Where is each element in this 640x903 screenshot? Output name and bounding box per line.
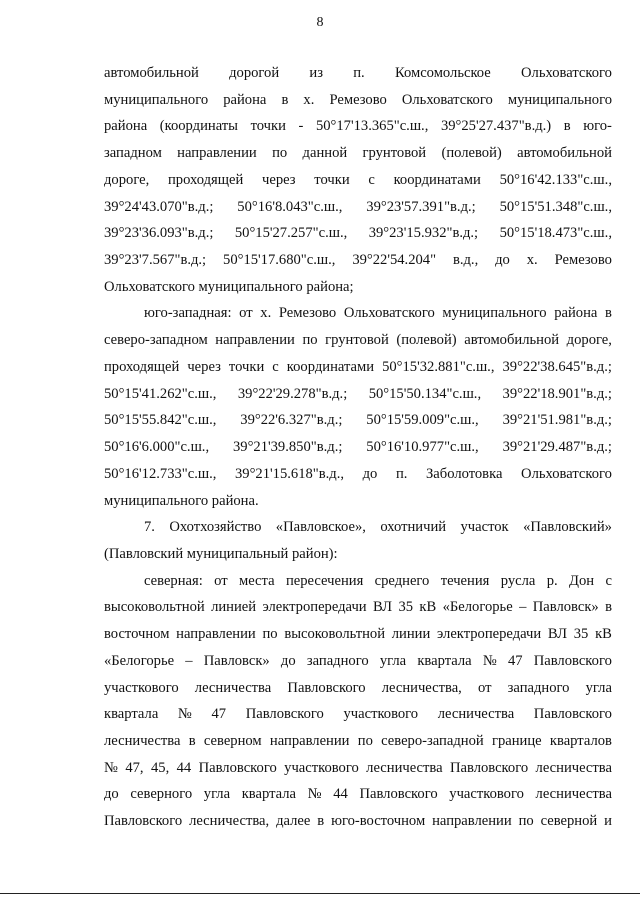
text-word: Ольховатского <box>521 65 612 81</box>
page-bottom-edge <box>0 893 640 894</box>
text-line <box>104 514 612 541</box>
text-word: ВЛ <box>372 599 393 616</box>
text-word: участкового <box>284 759 359 776</box>
text-word: 39°22'6.327"в.д.; <box>240 412 343 429</box>
text-word: в <box>188 732 196 749</box>
text-word: Ольховатского <box>401 91 493 108</box>
text-word: грунтовой <box>325 332 389 349</box>
text-word: западного <box>507 679 570 696</box>
text-word: лесничества <box>366 759 443 776</box>
text-word: 39°23'57.391"в.д.; <box>366 198 476 215</box>
text-word: ВЛ <box>547 626 567 643</box>
text-word: «Белогорье <box>442 599 513 616</box>
text-word: в.д., <box>452 252 479 269</box>
text-word: Комсомольское <box>394 65 491 81</box>
text-word: квартала <box>104 706 159 723</box>
text-line <box>104 407 612 434</box>
text-word: квартала <box>241 786 297 803</box>
text-word: дороге, <box>566 332 612 349</box>
text-word: из <box>309 65 323 81</box>
text-word: до <box>495 252 510 269</box>
text-word: 47 <box>507 652 523 669</box>
text-word: муниципального <box>442 305 547 322</box>
text-line <box>104 300 612 327</box>
text-word: северном <box>203 732 262 749</box>
text-line <box>104 701 612 728</box>
text-word: (Павловский муниципальный район): <box>104 545 338 562</box>
text-word: автомобильной <box>464 332 560 349</box>
text-word: и <box>604 813 612 830</box>
text-word: х. <box>260 305 272 322</box>
text-word: Ремезово <box>329 91 387 108</box>
text-word: 39°21'29.487"в.д.; <box>502 439 612 456</box>
text-word: 44 <box>176 759 192 776</box>
text-line <box>104 87 612 114</box>
text-word: лесничества <box>437 706 515 723</box>
text-word: лесничества, <box>189 813 270 830</box>
text-word: 39°23'36.093"в.д.; <box>104 225 214 242</box>
text-word: Павловского <box>359 786 438 803</box>
text-word: района <box>104 118 148 135</box>
text-line <box>104 274 612 301</box>
text-line <box>104 728 612 755</box>
text-word: № <box>482 652 497 669</box>
text-word: 39°22'54.204" <box>352 252 437 269</box>
text-word: Павловского <box>533 652 612 669</box>
text-line <box>104 621 612 648</box>
text-word: места <box>238 572 275 589</box>
page-number: 8 <box>316 15 324 30</box>
text-word: 39°24'43.070"в.д.; <box>104 198 214 215</box>
text-word: 39°23'15.932"в.д.; <box>368 225 479 242</box>
text-word: границе <box>491 732 542 749</box>
text-word: дорогой <box>229 65 280 81</box>
text-word: направлении <box>432 813 512 830</box>
text-word: по <box>302 332 318 349</box>
text-word: - <box>298 118 304 135</box>
text-word: (полевой) <box>396 332 457 349</box>
text-word: угла <box>585 679 612 696</box>
text-word: далее <box>276 813 311 830</box>
text-word: координатами <box>286 358 375 375</box>
text-word: «Белогорье <box>104 652 175 669</box>
text-word: кВ <box>419 599 437 616</box>
text-word: Павловского <box>287 679 366 696</box>
text-word: направлении <box>177 145 257 162</box>
text-word: № <box>177 706 192 723</box>
text-word: точки <box>314 171 350 188</box>
text-word: данной <box>302 145 348 162</box>
text-word: высоковольтной <box>104 599 205 616</box>
text-word: 47, <box>125 759 144 776</box>
text-word: № <box>104 759 118 776</box>
text-word: 35 <box>398 599 414 616</box>
text-word: направлении <box>215 332 295 349</box>
text-word: 50°17'13.365"с.ш., <box>315 118 429 135</box>
text-line <box>104 194 612 221</box>
text-word: течения <box>440 572 490 589</box>
text-word: с <box>272 358 279 375</box>
text-word: (полевой) <box>441 145 502 162</box>
text-word: угла <box>203 786 231 803</box>
text-word: дороге, <box>104 171 150 188</box>
text-word: – <box>519 599 527 616</box>
text-word: Ремезово <box>554 252 612 269</box>
text-word: юго-восточном <box>331 813 426 830</box>
text-word: в <box>605 599 612 616</box>
text-word: участок <box>460 519 509 536</box>
text-line <box>104 594 612 621</box>
text-word: грунтовой <box>362 145 427 162</box>
text-word: до <box>104 786 119 803</box>
text-word: от <box>239 305 253 322</box>
text-word: до <box>280 652 296 669</box>
text-line <box>104 461 612 488</box>
text-word: в <box>563 118 571 135</box>
text-word: в <box>605 305 612 322</box>
text-line <box>104 60 612 87</box>
text-word: Дон <box>569 572 595 589</box>
text-word: среднего <box>374 572 430 589</box>
text-word: точки <box>250 118 286 135</box>
text-word: линией <box>211 599 257 616</box>
text-word: высоковольтной <box>284 626 386 643</box>
text-word: «Павловское», <box>275 519 366 536</box>
text-word: по <box>518 813 534 830</box>
text-word: северного <box>130 786 193 803</box>
text-word: 39°22'29.278"в.д.; <box>237 385 348 402</box>
text-word: 50°15'41.262"с.ш., <box>104 385 217 402</box>
text-line <box>104 675 612 702</box>
text-word: 39°22'38.645"в.д.; <box>502 358 612 375</box>
text-word: пересечения <box>285 572 364 589</box>
text-word: точки <box>228 358 265 375</box>
text-word: 50°16'10.977"с.ш., <box>366 439 479 456</box>
text-word: лесничества <box>104 732 181 749</box>
text-word: участкового <box>343 706 419 723</box>
text-word: Заболотовка <box>426 465 503 482</box>
text-word: 47 <box>211 706 227 723</box>
text-word: муниципального <box>507 91 612 108</box>
text-word: в <box>281 91 289 108</box>
text-word: участкового <box>104 679 179 696</box>
text-word: западном <box>104 145 162 162</box>
text-word: 45, <box>150 759 170 776</box>
text-word: 50°15'32.881"с.ш., <box>382 358 495 375</box>
text-word: Павловского <box>449 759 529 776</box>
text-word: восточном <box>104 626 170 643</box>
text-word: Ольховатского муниципального района; <box>104 278 354 295</box>
text-word: угла <box>379 652 407 669</box>
text-word: 50°16'12.733"с.ш., <box>104 465 217 482</box>
text-word: русла <box>500 572 536 589</box>
text-word: 50°15'18.473"с.ш., <box>499 225 612 242</box>
text-word: от <box>478 679 492 696</box>
text-word: «Павловский» <box>523 519 612 536</box>
text-word: лесничества <box>535 759 612 776</box>
text-word: лесничества <box>194 679 272 696</box>
text-word: северо-западной <box>381 732 484 749</box>
text-word: 50°15'50.134"с.ш., <box>368 385 482 402</box>
text-line <box>104 648 612 675</box>
text-word: Павловского <box>104 813 183 830</box>
text-word: № <box>307 786 322 803</box>
text-word: 50°15'59.009"с.ш., <box>366 412 479 429</box>
text-word: 50°16'8.043"с.ш., <box>237 198 343 215</box>
text-line <box>104 808 612 835</box>
text-word: автомобильной <box>104 65 199 81</box>
text-word: 39°22'18.901"в.д.; <box>502 385 612 402</box>
text-word: п. <box>395 465 408 482</box>
text-word: Охотхозяйство <box>169 519 262 536</box>
text-word: 7. <box>144 519 155 536</box>
text-word: Павловского <box>198 759 277 776</box>
text-line <box>104 488 612 515</box>
text-word: с <box>605 572 612 589</box>
text-word: кВ <box>595 626 612 643</box>
text-line <box>104 327 612 354</box>
text-word: юго-западная: <box>144 305 232 322</box>
text-word: муниципального <box>104 91 209 108</box>
text-word: юго- <box>583 118 612 135</box>
text-line <box>104 247 612 274</box>
text-word: северной <box>540 813 598 830</box>
text-word: в <box>317 813 325 830</box>
text-line <box>104 381 612 408</box>
text-word: западного <box>306 652 369 669</box>
text-word: направлении <box>176 626 256 643</box>
text-word: лесничества, <box>381 679 462 696</box>
text-word: северо-западном <box>104 332 208 349</box>
text-word: охотничий <box>380 519 447 536</box>
text-word: Павловск» <box>532 599 599 616</box>
text-line <box>104 140 612 167</box>
text-word: по <box>357 732 373 749</box>
text-line <box>104 354 612 381</box>
text-word: 39°21'51.981"в.д.; <box>502 412 612 429</box>
text-word: электропередачи <box>262 599 367 616</box>
text-word: проходящей <box>104 358 180 375</box>
text-word: 50°15'17.680"с.ш., <box>223 252 336 269</box>
text-line <box>104 220 612 247</box>
text-word: координатами <box>393 171 481 188</box>
text-word: по <box>272 145 288 162</box>
text-word: (координаты <box>159 118 238 135</box>
text-word: района <box>554 305 598 322</box>
text-line <box>104 434 612 461</box>
text-word: от <box>214 572 228 589</box>
text-word: р. <box>546 572 558 589</box>
text-word: до <box>362 465 378 482</box>
text-word: 39°23'7.567"в.д.; <box>104 252 207 269</box>
text-word: п. <box>353 65 365 81</box>
text-line <box>104 755 612 782</box>
text-word: 50°16'6.000"с.ш., <box>104 439 210 456</box>
text-line <box>104 541 612 568</box>
text-word: Ольховатского <box>343 305 435 322</box>
text-word: муниципального района. <box>104 492 259 509</box>
text-word: 44 <box>333 786 348 803</box>
text-word: 50°15'51.348"с.ш., <box>499 198 612 215</box>
text-line <box>104 113 612 140</box>
text-word: через <box>262 171 296 188</box>
text-word: направлении <box>269 732 350 749</box>
text-word: Павловск» <box>203 652 270 669</box>
document-body <box>104 60 612 835</box>
text-word: Ольховатского <box>521 465 612 482</box>
text-word: лесничества <box>535 786 612 803</box>
text-word: кварталов <box>549 732 612 749</box>
text-word: Павловского <box>245 706 324 723</box>
text-word: автомобильной <box>517 145 612 162</box>
text-word: с <box>368 171 375 188</box>
text-line <box>104 167 612 194</box>
text-word: района <box>223 91 267 108</box>
text-word: по <box>262 626 278 643</box>
text-word: линии <box>391 626 431 643</box>
text-word: квартала <box>417 652 472 669</box>
text-word: проходящей <box>167 171 244 188</box>
text-word: 50°16'42.133"с.ш., <box>499 171 612 188</box>
text-word: 35 <box>573 626 589 643</box>
text-word: северная: <box>144 572 203 589</box>
text-line <box>104 781 612 808</box>
text-word: электропередачи <box>437 626 542 643</box>
text-word: Павловского <box>533 706 612 723</box>
text-word: участкового <box>449 786 524 803</box>
text-word: х. <box>526 252 538 269</box>
text-word: через <box>187 358 221 375</box>
text-word: 50°15'55.842"с.ш., <box>104 412 217 429</box>
text-word: – <box>185 652 193 669</box>
text-word: 39°25'27.437"в.д.) <box>440 118 552 135</box>
text-word: х. <box>303 91 315 108</box>
text-word: Ремезово <box>278 305 337 322</box>
text-word: 50°15'27.257"с.ш., <box>234 225 348 242</box>
text-word: 39°21'15.618"в.д., <box>235 465 345 482</box>
text-line <box>104 568 612 595</box>
text-word: 39°21'39.850"в.д.; <box>232 439 343 456</box>
